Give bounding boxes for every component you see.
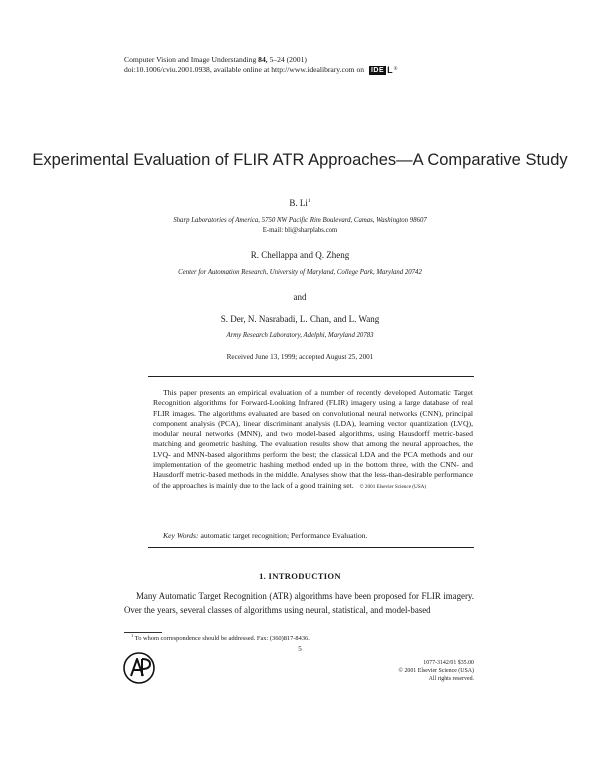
affiliation-1: Sharp Laboratories of America, 5750 NW Pacific Rim Boulevard, Camas, Washington 98607 bbox=[173, 217, 427, 224]
author-email: E-mail: bli@sharplabs.com bbox=[262, 227, 338, 234]
abstract-bottom-rule bbox=[148, 547, 474, 548]
received-dates: Received June 13, 1999; accepted August 25, 2001 bbox=[226, 353, 374, 361]
abstract-top-rule bbox=[148, 376, 474, 377]
issn-price: 1077-3142/01 $35.00 bbox=[423, 660, 474, 666]
journal-citation: Computer Vision and Image Understanding 84, 5–24 (2001) bbox=[124, 55, 307, 64]
page-number: 5 bbox=[298, 645, 302, 653]
paper-title: Experimental Evaluation of FLIR ATR Approaches—A Comparative Study bbox=[32, 151, 568, 169]
footnote: $^1$ To whom correspondence should be addressed. Fax: (360)817-8436. bbox=[131, 633, 310, 643]
publisher-logo-icon bbox=[122, 651, 156, 685]
author-line-2: R. Chellappa and Q. Zheng bbox=[250, 250, 350, 260]
ideal-logo: IDE L ® bbox=[370, 65, 398, 76]
author-line-1: B. Li$^1$ bbox=[289, 198, 311, 208]
publisher-info bbox=[370, 659, 474, 684]
author-line-3: S. Der, N. Nasrabadi, L. Chan, and L. Wang bbox=[220, 314, 380, 324]
and-separator: and bbox=[293, 292, 307, 302]
section-heading: 1. INTRODUCTION bbox=[259, 571, 341, 581]
rights-reserved: All rights reserved. bbox=[428, 676, 474, 683]
affiliation-2: Center for Automation Research, University of Maryland, College Park, Maryland 20742 bbox=[178, 269, 422, 276]
publisher-copyright: © 2001 Elsevier Science (USA) bbox=[398, 668, 474, 675]
journal-doi: doi:10.1006/cviu.2001.0938, available online at http://www.idealibrary.com on IDE L ® bbox=[124, 65, 398, 76]
affiliation-3: Army Research Laboratory, Adelphi, Maryland 20783 bbox=[226, 332, 374, 339]
keywords: Key Words: automatic target recognition; Performance Evaluation. bbox=[163, 531, 368, 540]
abstract: This paper presents an empirical evaluation of a number of recently developed Automatic Target Recognition algorithms for Forward-Looking Infrared (FLIR) imagery using a large database of real FLIR images. The algorithms evaluated are based on convolutional neural networks (CNN), principal component analysis (PCA), linear discriminant analysis (LDA), learning vector quantization (LVQ), modular neural networks (MNN), and two model-based algorithms, using Hausdorff metric-based matching and geometric hashing. The evaluation results show that among the neural approaches, the LVQ- and MNN-based algorithms perform the best; the classical LDA and the PCA methods and our implementation of the geometric hashing method ended up in the bottom three, with the CNN- and Hausdorff metric-based methods in the middle. Analyses show that the less-than-desirable performance of the approaches is mainly due to the lack of a good training set. © 2001 Elsevier Science (USA) bbox=[153, 388, 473, 490]
journal-header bbox=[124, 55, 397, 75]
intro-paragraph: Many Automatic Target Recognition (ATR) algorithms have been proposed for FLIR imagery. Over the years, several classes of algorithms using neural, statistical, and model-based bbox=[124, 591, 474, 615]
abstract-copyright: © 2001 Elsevier Science (USA) bbox=[359, 483, 427, 490]
